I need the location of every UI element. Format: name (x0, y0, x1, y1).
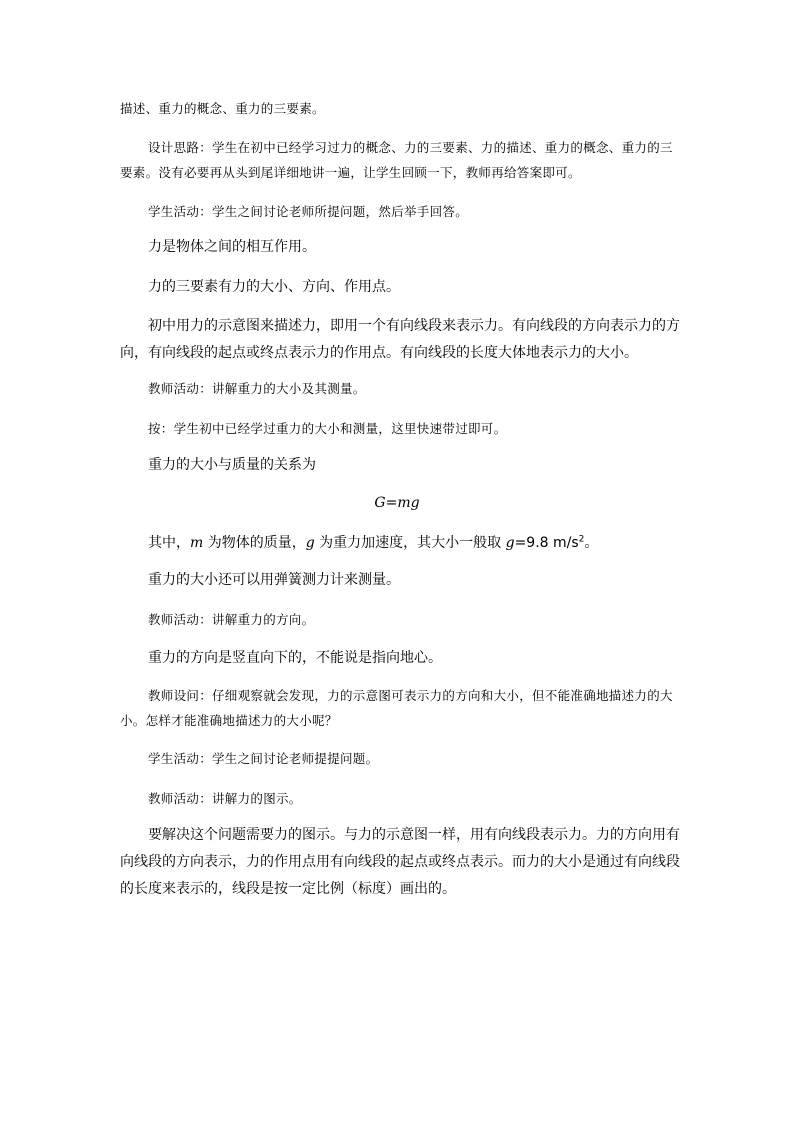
paragraph-gravity-variables (120, 530, 680, 557)
gravity-value: =9.8 m/s (514, 535, 579, 551)
paragraph-design-idea: 设计思路：学生在初中已经学习过力的概念、力的三要素、力的描述、重力的概念、重力的三要素。没有必要再从头到尾详细地讲一遍，让学生回顾一下，教师再给答案即可。 (120, 140, 673, 180)
paragraph-spring-scale: 重力的大小还可以用弹簧测力计来测量。 (148, 572, 400, 588)
variable-g: g (505, 535, 515, 551)
paragraph-teacher-activity-1: 教师活动：讲解重力的大小及其测量。 (148, 381, 366, 396)
paragraph-student-activity-1: 学生活动：学生之间讨论老师所提问题，然后举手回答。 (148, 204, 469, 219)
paragraph-student-activity-2: 学生活动：学生之间讨论老师提提问题。 (148, 751, 379, 766)
paragraph-teacher-question: 教师设问：仔细观察就会发现，力的示意图可表示力的方向和大小，但不能准确地描述力的大小。怎样才能准确地描述力的大小呢？ (120, 688, 673, 728)
variable-m: m (190, 535, 204, 551)
text-segment: 其中， (148, 535, 190, 551)
paragraph-teacher-activity-3: 教师活动：讲解力的图示。 (148, 791, 302, 806)
paragraph-force-graphic: 要解决这个问题需要力的图示。与力的示意图一样，用有向线段表示力。力的方向用有向线段的方向表示，力的作用点用有向线段的起点或终点表示。而力的大小是通过有向线段的长度来表示的，线段是按一定比例（标度）画出的。 (120, 827, 680, 897)
paragraph-teacher-activity-2: 教师活动：讲解重力的方向。 (148, 612, 315, 627)
paragraph-force-diagram: 初中用力的示意图来描述力，即用一个有向线段来表示力。有向线段的方向表示力的方向，有向线段的起点或终点表示力的作用点。有向线段的长度大体地表示力的大小。 (120, 318, 680, 361)
paragraph-gravity-direction: 重力的方向是竖直向下的，不能说是指向地心。 (148, 650, 442, 666)
paragraph-three-elements: 力的三要素有力的大小、方向、作用点。 (148, 279, 400, 295)
gravity-formula: G=mg (374, 495, 420, 511)
text-segment: 为物体的质量， (203, 535, 306, 551)
unit-exponent: 2 (578, 534, 585, 545)
text-segment: 为重力加速度，其大小一般取 (314, 535, 506, 551)
paragraph-note: 按：学生初中已经学过重力的大小和测量，这里快速带过即可。 (148, 421, 507, 436)
paragraph-force-definition: 力是物体之间的相互作用。 (148, 239, 316, 255)
text-segment: 。 (584, 535, 599, 551)
variable-g: g (305, 535, 315, 551)
paragraph-gravity-relation: 重力的大小与质量的关系为 (148, 457, 316, 473)
paragraph-intro-tail: 描述、重力的概念、重力的三要素。 (120, 101, 325, 116)
